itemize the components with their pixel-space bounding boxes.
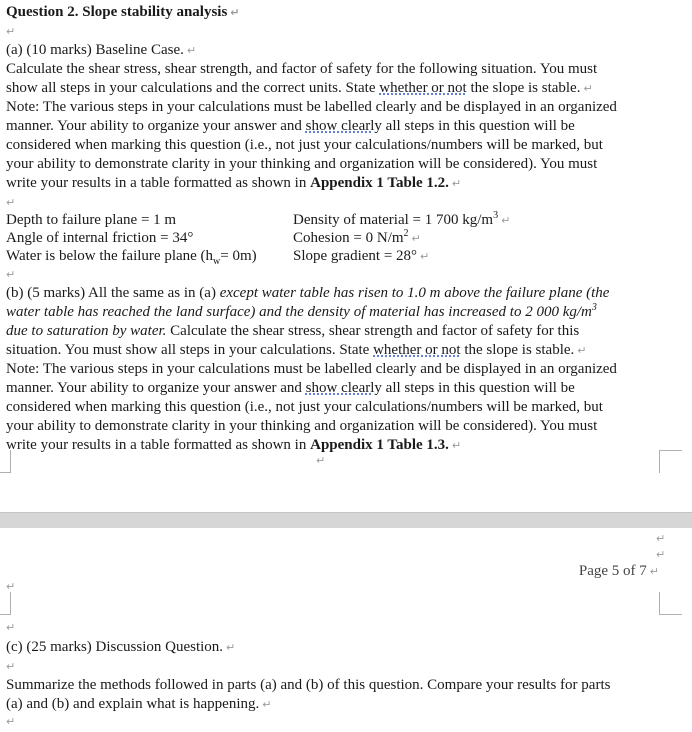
paragraph-mark-icon: ↵ (6, 580, 16, 593)
part-a-line: your ability to demonstrate clarity in your thinking and organization will be considered). You must (6, 156, 598, 172)
param-cohesion: Cohesion = 0 $N/m^2$ ↵ (293, 228, 421, 246)
paragraph-mark-icon: ↵ (656, 532, 666, 545)
page-number-footer: Page 5 of 7 ↵ (578, 563, 659, 579)
part-a-line: show all steps in your calculations and the correct units. State whether or not the slope is stable. ↵ (6, 80, 593, 96)
paragraph-mark-icon: ↵ (583, 82, 593, 95)
empty-paragraph (6, 22, 15, 42)
part-b-line: due to saturation by water. Calculate the shear stress, shear strength and factor of safety for this (6, 323, 580, 339)
empty-paragraph (6, 657, 15, 677)
param-water-table: Water is below the failure plane $(h_w= 0m)$ (6, 248, 257, 267)
paragraph-mark-icon: ↵ (656, 548, 666, 561)
empty-paragraph (6, 265, 15, 285)
question-title: Question 2. Slope stability analysis ↵ (6, 4, 240, 20)
paragraph-mark-icon: ↵ (316, 454, 326, 467)
appendix-reference: Appendix 1 Table 1.2 (310, 175, 446, 191)
page-break-gap (0, 512, 692, 529)
part-a-line: Calculate the shear stress, shear strength, and factor of safety for the following situation. You must (6, 61, 598, 77)
paragraph-mark-icon: ↵ (6, 196, 16, 209)
appendix-reference: Appendix 1 Table 1.3 (310, 437, 446, 453)
param-depth: Depth to failure plane = 1 m (6, 212, 177, 228)
part-b-line: situation. You must show all steps in your calculations. State whether or not the slope is stable. ↵ (6, 342, 587, 358)
paragraph-mark-icon: ↵ (6, 621, 16, 634)
crop-mark-icon (0, 592, 11, 615)
part-b-line: write your results in a table formatted as shown in Appendix 1 Table 1.3. ↵ (6, 437, 462, 453)
empty-paragraph (6, 193, 15, 213)
paragraph-mark-icon: ↵ (262, 698, 272, 711)
part-c-line: Summarize the methods followed in parts (a) and (b) of this question. Compare your results for parts (6, 677, 611, 693)
spelling-squiggle-text[interactable]: whether or not (373, 342, 461, 358)
crop-mark-icon (0, 450, 11, 473)
paragraph-mark-icon: ↵ (451, 177, 462, 190)
part-b-line: water table has reached the land surface) and the density of material has increased to 2 000 $kg/m^3$ (6, 302, 597, 320)
paragraph-mark-icon: ↵ (6, 268, 16, 281)
spelling-squiggle-text[interactable]: show clearly (305, 380, 382, 396)
paragraph-mark-icon: ↵ (6, 715, 16, 728)
part-a-line: manner. Your ability to organize your answer and show clearly all steps in this question will be (6, 118, 575, 134)
paragraph-mark-icon: ↵ (6, 25, 16, 38)
paragraph-mark-icon: ↵ (186, 44, 197, 57)
param-density: Density of material = 1 700 $kg/m^3$ ↵ (293, 210, 511, 228)
part-a-line: write your results in a table formatted as shown in Appendix 1 Table 1.2. ↵ (6, 175, 462, 191)
param-slope-gradient: Slope gradient = 28° ↵ (293, 248, 430, 264)
paragraph-mark-icon: ↵ (230, 6, 240, 19)
part-b-line: manner. Your ability to organize your answer and show clearly all steps in this question will be (6, 380, 575, 396)
paragraph-mark-icon: ↵ (451, 439, 462, 452)
paragraph-mark-icon: ↵ (501, 214, 511, 227)
part-b-line: your ability to demonstrate clarity in your thinking and organization will be considered). You must (6, 418, 598, 434)
spelling-squiggle-text[interactable]: whether or not (379, 80, 467, 96)
param-friction-angle: Angle of internal friction = 34° (6, 230, 194, 246)
paragraph-mark-icon: ↵ (577, 344, 587, 357)
paragraph-mark-icon: ↵ (6, 660, 16, 673)
empty-paragraph (6, 712, 15, 732)
paragraph-mark-icon: ↵ (649, 565, 659, 578)
part-b-line: (b) (5 marks) All the same as in (a) except water table has risen to 1.0 m above the failure plane (the (6, 285, 610, 301)
part-a-line: Note: The various steps in your calculations must be labelled clearly and be displayed in an organized (6, 99, 617, 115)
paragraph-mark-icon: ↵ (411, 232, 421, 245)
part-a-heading: (a) (10 marks) Baseline Case. ↵ (6, 42, 197, 58)
part-c-line: (a) and (b) and explain what is happening. ↵ (6, 696, 272, 712)
paragraph-mark-icon: ↵ (420, 250, 430, 263)
spelling-squiggle-text[interactable]: show clearly (305, 118, 382, 134)
crop-mark-icon (659, 592, 682, 615)
crop-mark-icon (659, 450, 682, 473)
paragraph-mark-icon: ↵ (226, 641, 236, 654)
part-b-line: Note: The various steps in your calculations must be labelled clearly and be displayed in an organized (6, 361, 617, 377)
part-b-line: considered when marking this question (i.e., not just your calculations/numbers will be marked, but (6, 399, 603, 415)
part-c-heading: (c) (25 marks) Discussion Question. ↵ (6, 639, 236, 655)
part-a-line: considered when marking this question (i.e., not just your calculations/numbers will be marked, but (6, 137, 603, 153)
